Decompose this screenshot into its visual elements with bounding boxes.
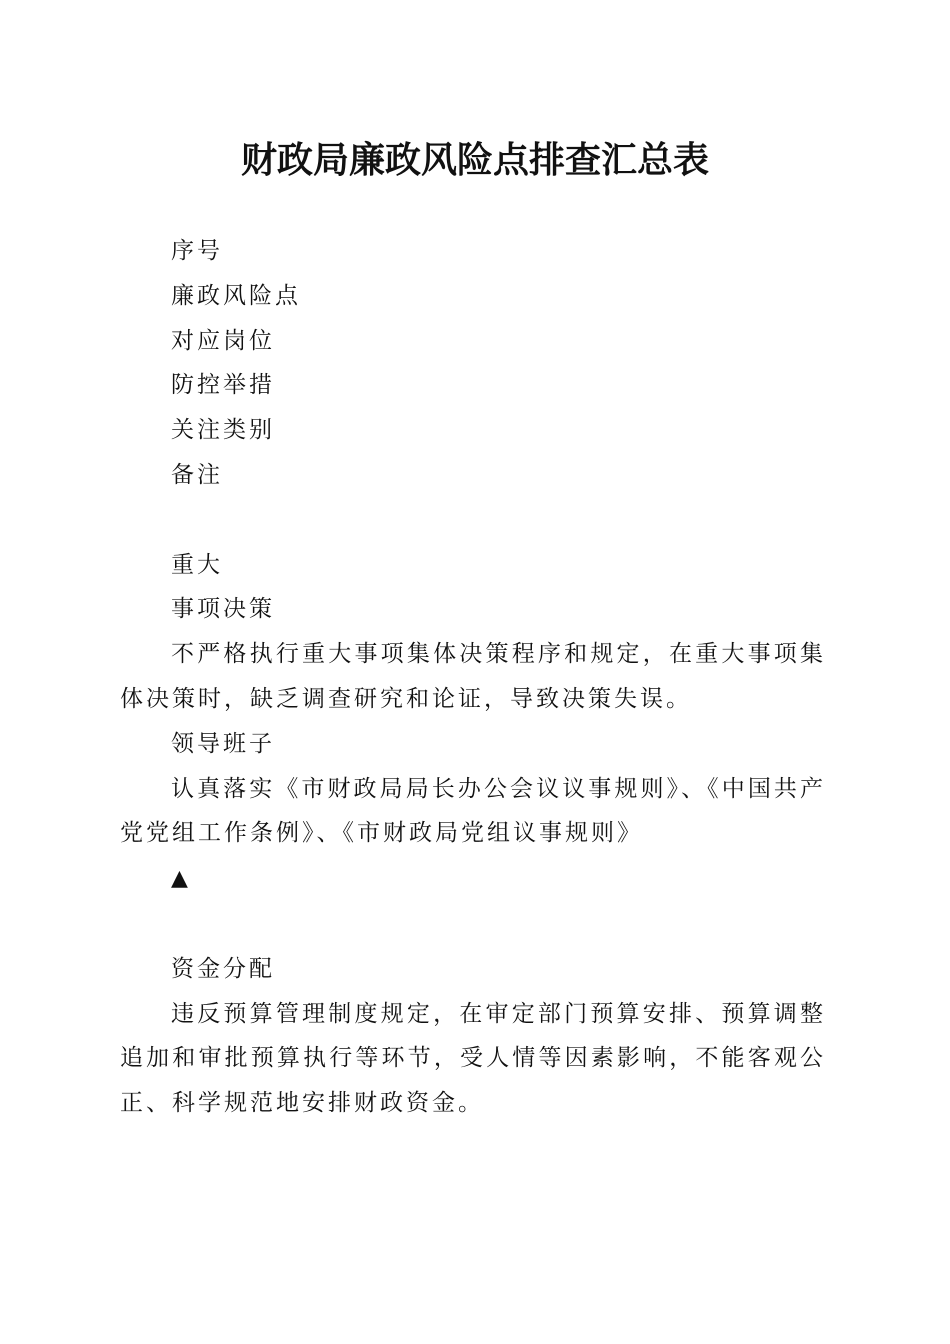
header-field-risk-point: 廉政风险点 (171, 282, 301, 309)
item1-description: 不严格执行重大事项集体决策程序和规定，在重大事项集体决策时，缺乏调查研究和论证，导致决策失误。 (120, 641, 826, 712)
header-field-remarks: 备注 (171, 461, 223, 488)
header-field-category: 关注类别 (171, 417, 275, 444)
header-field-serial-number: 序号 (171, 238, 223, 264)
item1-measures: 认真落实《市财政局局长办公会议议事规则》、《中国共产党党组工作条例》、《市财政局党组议事规则》 (120, 775, 826, 847)
header-field-position: 对应岗位 (171, 327, 275, 354)
item1-category-mark (120, 856, 826, 902)
item1-risk-point-line2: 事项决策 (171, 596, 275, 623)
item2-risk-point: 资金分配 (171, 955, 275, 982)
blank-line (120, 902, 826, 947)
document-body (120, 229, 826, 1126)
triangle-mark-icon: ▲ (171, 866, 191, 892)
blank-line (120, 498, 826, 543)
item1-position: 领导班子 (171, 730, 275, 757)
item1-risk-point-line1: 重大 (171, 551, 223, 578)
item2-description: 违反预算管理制度规定，在审定部门预算安排、预算调整追加和审批预算执行等环节，受人情等因素影响，不能客观公正、科学规范地安排财政资金。 (120, 1000, 826, 1117)
page-title: 财政局廉政风险点排查汇总表 (240, 139, 709, 181)
header-field-measures: 防控举措 (171, 372, 275, 399)
